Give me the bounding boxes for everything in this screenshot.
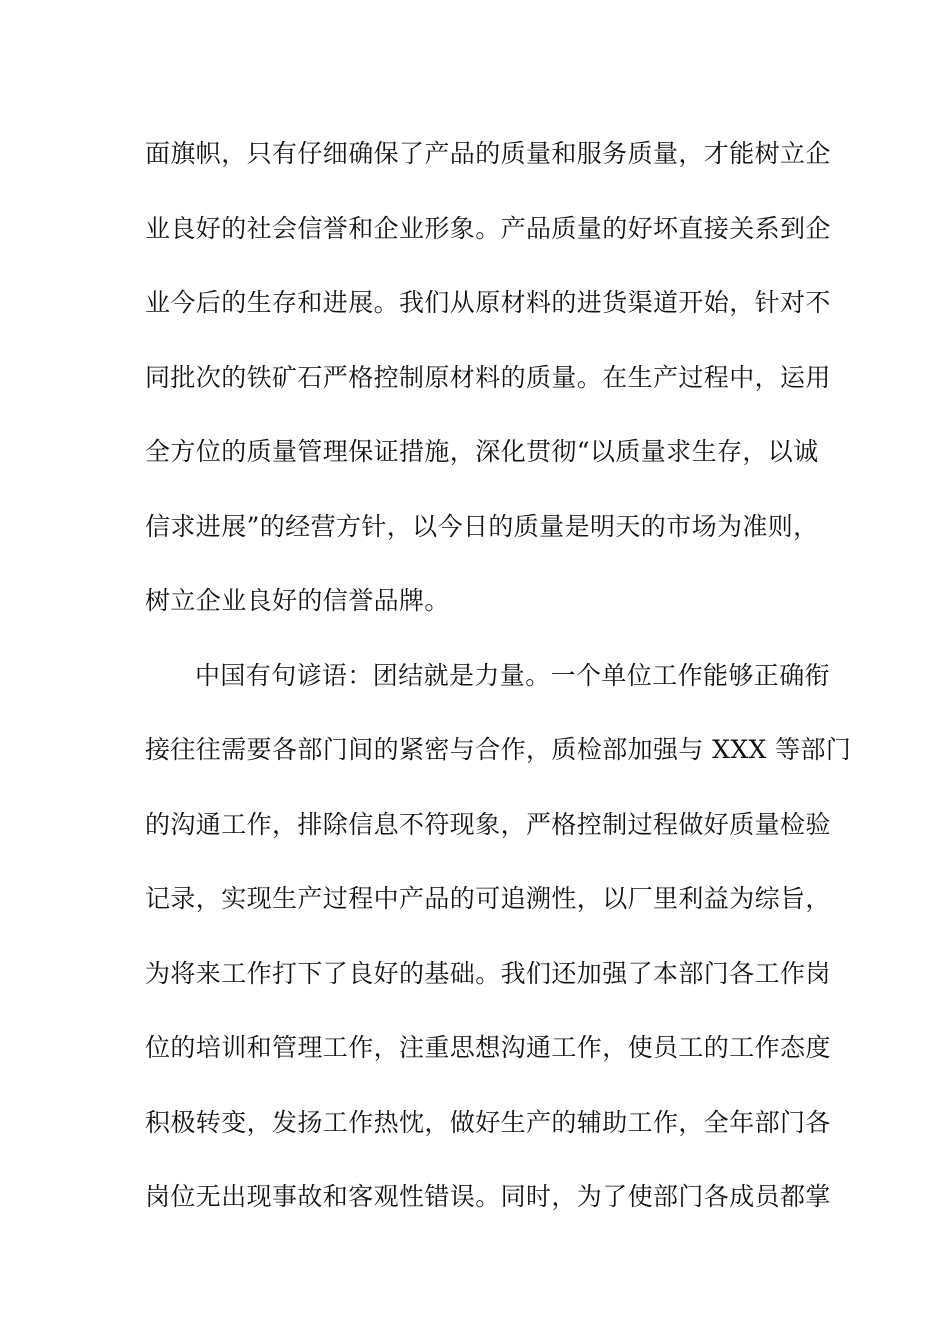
document-body xyxy=(145,129,852,1247)
text-line: 面旗帜，只有仔细确保了产品的质量和服务质量，才能树立企 xyxy=(145,139,831,168)
text-line: 全方位的质量管理保证措施，深化贯彻“以质量求生存，以诚 xyxy=(145,437,819,466)
text-line: 积极转变，发扬工作热忱，做好生产的辅助工作，全年部门各 xyxy=(145,1107,831,1137)
text-line: 同批次的铁矿石严格控制原材料的质量。在生产过程中，运用 xyxy=(145,362,831,392)
text-line: 为将来工作打下了良好的基础。我们还加强了本部门各工作岗 xyxy=(145,958,831,988)
text-line: 接往往需要各部门间的紧密与合作，质检部加强与 XXX 等部门 xyxy=(145,735,852,764)
text-line: 记录，实现生产过程中产品的可追溯性，以厂里利益为综旨， xyxy=(145,884,831,913)
text-line: 位的培训和管理工作，注重思想沟通工作，使员工的工作态度 xyxy=(145,1033,831,1062)
paragraph-teamwork xyxy=(145,651,852,1247)
text-line: 业良好的社会信誉和企业形象。产品质量的好坏直接关系到企 xyxy=(145,213,831,243)
text-line: 中国有句谚语：团结就是力量。一个单位工作能够正确衔 xyxy=(195,660,831,690)
paragraph-quality xyxy=(145,129,831,651)
text-line: 的沟通工作，排除信息不符现象，严格控制过程做好质量检验 xyxy=(145,809,831,839)
text-line: 业今后的生存和进展。我们从原材料的进货渠道开始，针对不 xyxy=(145,288,831,317)
text-line: 岗位无出现事故和客观性错误。同时，为了使部门各成员都掌 xyxy=(145,1182,831,1211)
text-line: 信求进展”的经营方针，以今日的质量是明天的市场为准则， xyxy=(145,511,819,541)
text-line: 树立企业良好的信誉品牌。 xyxy=(145,586,450,615)
